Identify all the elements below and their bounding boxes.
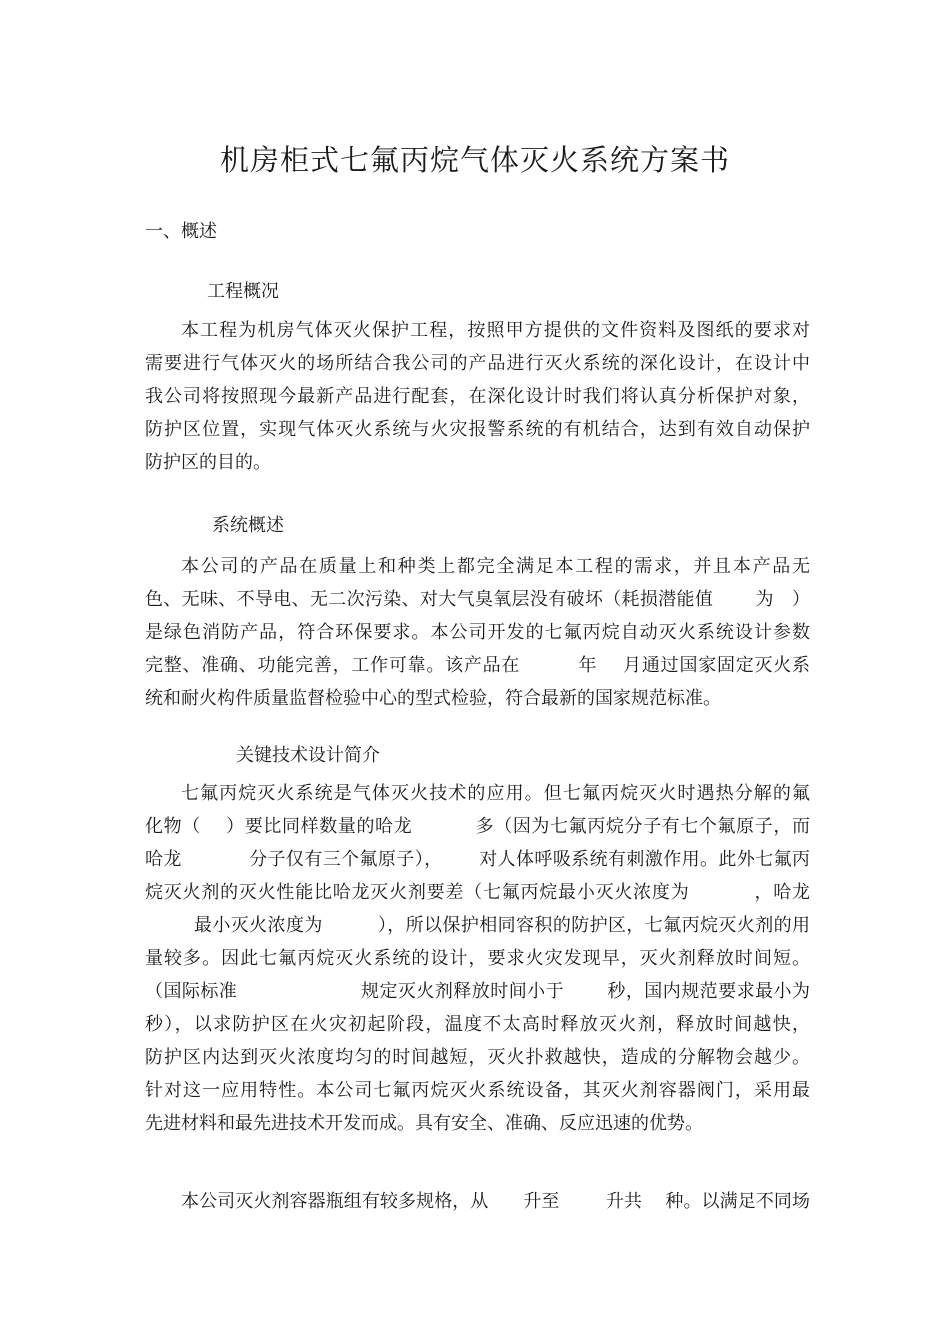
subsection-heading-project-overview: 工程概况 [207, 281, 279, 302]
text-line: 防护区内达到灭火浓度均匀的时间越短，灭火扑救越快，造成的分解物会越少。 [145, 1047, 810, 1068]
paragraph-system-overview [145, 550, 810, 715]
text-line: 统和耐火构件质量监督检验中心的型式检验，符合最新的国家规范标准。 [145, 688, 721, 709]
subsection-heading-key-technology: 关键技术设计简介 [236, 745, 380, 766]
text-line: 最小灭火浓度为 ），所以保护相同容积的防护区，七氟丙烷灭火剂的用 [145, 915, 810, 936]
text-line: 先进材料和最先进技术开发而成。具有安全、准确、反应迅速的优势。 [145, 1113, 703, 1134]
text-line: 秒），以求防护区在火灾初起阶段，温度不太高时释放灭火剂，释放时间越快， [145, 1014, 810, 1035]
text-line: 本公司的产品在质量上和种类上都完全满足本工程的需求，并且本产品无 [181, 556, 810, 577]
paragraph-project-overview [145, 314, 810, 479]
text-line: 是绿色消防产品，符合环保要求。本公司开发的七氟丙烷自动灭火系统设计参数 [145, 622, 810, 643]
text-line: 完整、准确、功能完善，工作可靠。该产品在 年 月通过国家固定灭火系 [145, 655, 810, 676]
text-line: 针对这一应用特性。本公司七氟丙烷灭火系统设备，其灭火剂容器阀门，采用最 [145, 1080, 810, 1101]
document-title: 机房柜式七氟丙烷气体灭火系统方案书 [219, 143, 730, 177]
section-heading-overview: 一、概述 [145, 221, 217, 242]
text-line: 量较多。因此七氟丙烷灭火系统的设计，要求火灾发现早，灭火剂释放时间短。 [145, 948, 810, 969]
text-line: 七氟丙烷灭火系统是气体灭火技术的应用。但七氟丙烷灭火时遇热分解的氟 [181, 783, 810, 804]
text-line: 我公司将按照现今最新产品进行配套，在深化设计时我们将认真分析保护对象， [145, 386, 810, 407]
text-line: 防护区位置，实现气体灭火系统与火灾报警系统的有机结合，达到有效自动保护 [145, 419, 810, 440]
text-line: 需要进行气体灭火的场所结合我公司的产品进行灭火系统的深化设计，在设计中 [145, 353, 810, 374]
text-line: 哈龙 分子仅有三个氟原子）， 对人体呼吸系统有刺激作用。此外七氟丙 [145, 849, 810, 870]
paragraph-key-technology [145, 777, 810, 1140]
text-line: 烷灭火剂的灭火性能比哈龙灭火剂要差（七氟丙烷最小灭火浓度为 ，哈龙 [145, 882, 810, 903]
text-line: 本公司灭火剂容器瓶组有较多规格，从 升至 升共 种。以满足不同场 [181, 1191, 810, 1212]
text-line: 色、无味、不导电、无二次污染、对大气臭氧层没有破坏（耗损潜能值 为 ） [145, 589, 810, 610]
paragraph-container-specs [145, 1185, 810, 1218]
text-line: 本工程为机房气体灭火保护工程，按照甲方提供的文件资料及图纸的要求对 [181, 320, 810, 341]
subsection-heading-system-overview: 系统概述 [212, 515, 284, 536]
text-line: 化物（ ）要比同样数量的哈龙 多（因为七氟丙烷分子有七个氟原子，而 [145, 816, 810, 837]
text-line: 防护区的目的。 [145, 452, 271, 473]
text-line: （国际标准 规定灭火剂释放时间小于 秒，国内规范要求最小为 [145, 981, 810, 1002]
